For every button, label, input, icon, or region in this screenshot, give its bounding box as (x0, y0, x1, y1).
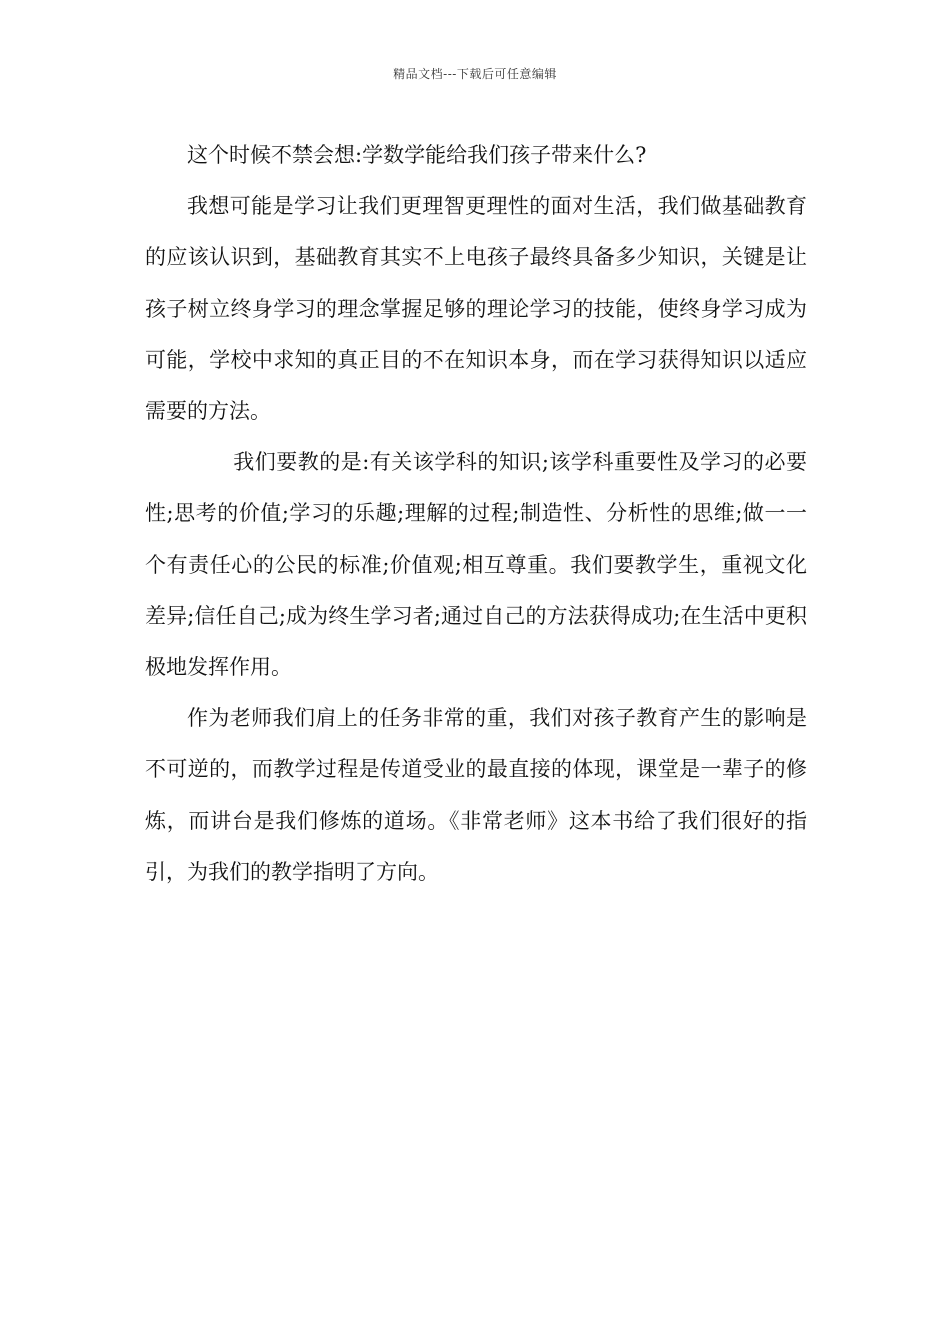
paragraph-what-to-teach: 我们要教的是:有关该学科的知识;该学科重要性及学习的必要性;思考的价值;学习的乐趣;理解的过程;制造性、分析性的思维;做一一个有责任心的公民的标准;价值观;相互尊重。我们要教学生，重视文化差异;信任自己;成为终生学习者;通过自己的方法获得成功;在生活中更积极地发挥作用。 (145, 450, 807, 680)
document-body (145, 130, 807, 898)
paragraph-purpose: 我想可能是学习让我们更理智更理性的面对生活，我们做基础教育的应该认识到，基础教育其实不上电孩子最终具备多少知识，关键是让孩子树立终身学习的理念掌握足够的理论学习的技能，使终身学习成为可能，学校中求知的真正目的不在知识本身，而在学习获得知识以适应需要的方法。 (145, 194, 807, 424)
paragraph-question: 这个时候不禁会想:学数学能给我们孩子带来什么? (187, 143, 647, 167)
paragraph-teacher-role: 作为老师我们肩上的任务非常的重，我们对孩子教育产生的影响是不可逆的，而教学过程是传道受业的最直接的体现，课堂是一辈子的修炼，而讲台是我们修炼的道场。《非常老师》这本书给了我们很好的指引，为我们的教学指明了方向。 (145, 706, 807, 884)
page-header: 精品文档---下载后可任意编辑 (393, 67, 557, 81)
